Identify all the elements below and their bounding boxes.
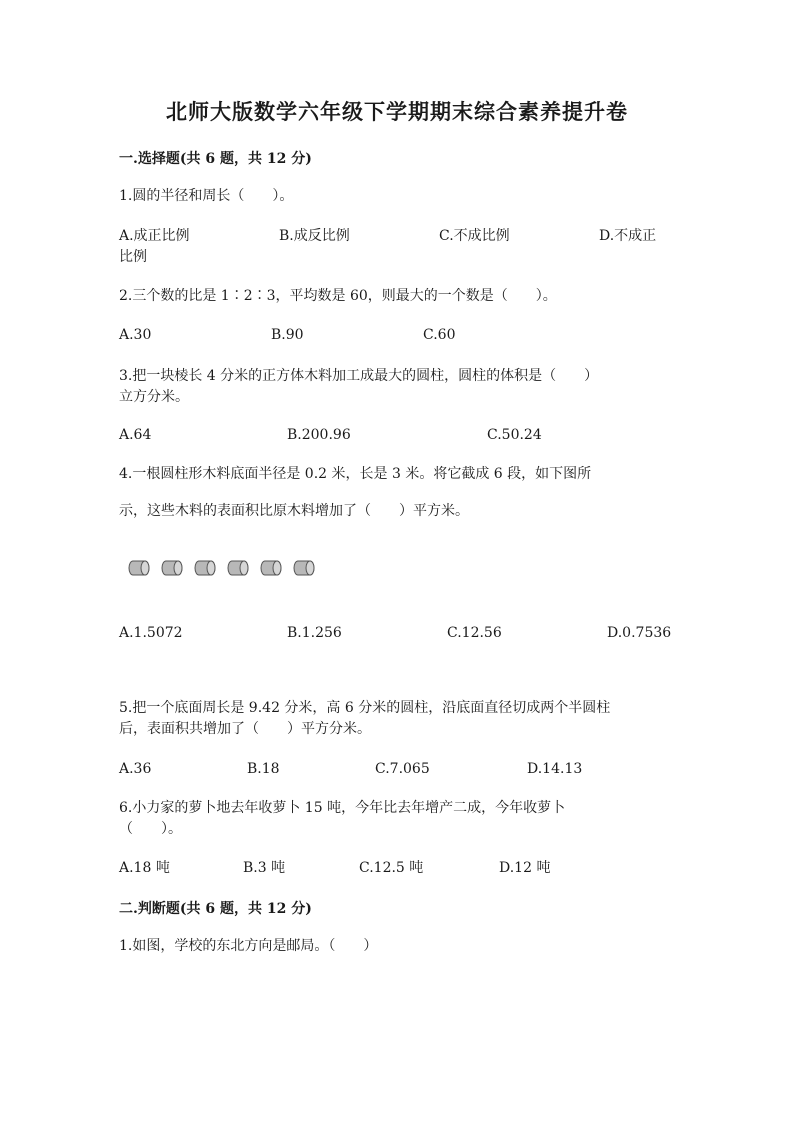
section-heading-choice: 一.选择题(共 6 题，共 12 分) [119, 151, 312, 167]
judgment-question-1-text: 1.如图，学校的东北方向是邮局。（ ） [119, 938, 378, 954]
cylinder-piece-icon [293, 559, 315, 577]
q3-option-a: A.64 [119, 427, 152, 443]
cylinder-piece-icon [128, 559, 150, 577]
q6-option-c: C.12.5 吨 [359, 860, 424, 876]
q4-option-a: A.1.5072 [119, 625, 183, 641]
q5-option-b: B.18 [247, 761, 280, 777]
q2-option-c: C.60 [423, 327, 456, 343]
q5-option-a: A.36 [119, 761, 152, 777]
question-4-line1: 4.一根圆柱形木料底面半径是 0.2 米，长是 3 米。将它截成 6 段，如下图所 [119, 466, 592, 482]
question-1-text: 1.圆的半径和周长（ ）。 [119, 188, 294, 204]
q6-option-a: A.18 吨 [119, 860, 170, 876]
q6-option-d: D.12 吨 [499, 860, 551, 876]
q1-option-d-wrap: 比例 [119, 249, 147, 265]
q4-option-c: C.12.56 [447, 625, 502, 641]
q1-option-c: C.不成比例 [439, 228, 510, 244]
q5-option-c: C.7.065 [375, 761, 430, 777]
q6-option-b: B.3 吨 [243, 860, 286, 876]
question-2-text: 2.三个数的比是 1∶2∶3，平均数是 60，则最大的一个数是（ ）。 [119, 288, 557, 304]
question-5-line2: 后，表面积共增加了（ ）平方分米。 [119, 721, 371, 737]
q3-option-c: C.50.24 [487, 427, 542, 443]
q4-option-d: D.0.7536 [607, 625, 672, 641]
section-heading-judgment: 二.判断题(共 6 题，共 12 分) [119, 901, 312, 917]
q2-option-a: A.30 [119, 327, 152, 343]
question-4-line2: 示，这些木料的表面积比原木料增加了（ ）平方米。 [119, 503, 469, 519]
question-3-line2: 立方分米。 [119, 389, 189, 405]
q3-option-b: B.200.96 [287, 427, 351, 443]
page-title: 北师大版数学六年级下学期期末综合素养提升卷 [166, 99, 628, 124]
q1-option-b: B.成反比例 [279, 228, 350, 244]
question-6-line2: （ ）。 [119, 821, 182, 837]
q1-option-a: A.成正比例 [119, 228, 190, 244]
q1-option-d: D.不成正 [599, 228, 657, 244]
q2-option-b: B.90 [271, 327, 304, 343]
cylinder-piece-icon [194, 559, 216, 577]
cylinder-piece-icon [161, 559, 183, 577]
q5-option-d: D.14.13 [527, 761, 583, 777]
question-3-line1: 3.把一块棱长 4 分米的正方体木料加工成最大的圆柱，圆柱的体积是（ ） [119, 368, 599, 384]
question-6-line1: 6.小力家的萝卜地去年收萝卜 15 吨，今年比去年增产二成，今年收萝卜 [119, 800, 566, 816]
cylinder-piece-icon [260, 559, 282, 577]
q4-option-b: B.1.256 [287, 625, 342, 641]
question-5-line1: 5.把一个底面周长是 9.42 分米，高 6 分米的圆柱，沿底面直径切成两个半圆柱 [119, 700, 611, 716]
cylinder-piece-icon [227, 559, 249, 577]
